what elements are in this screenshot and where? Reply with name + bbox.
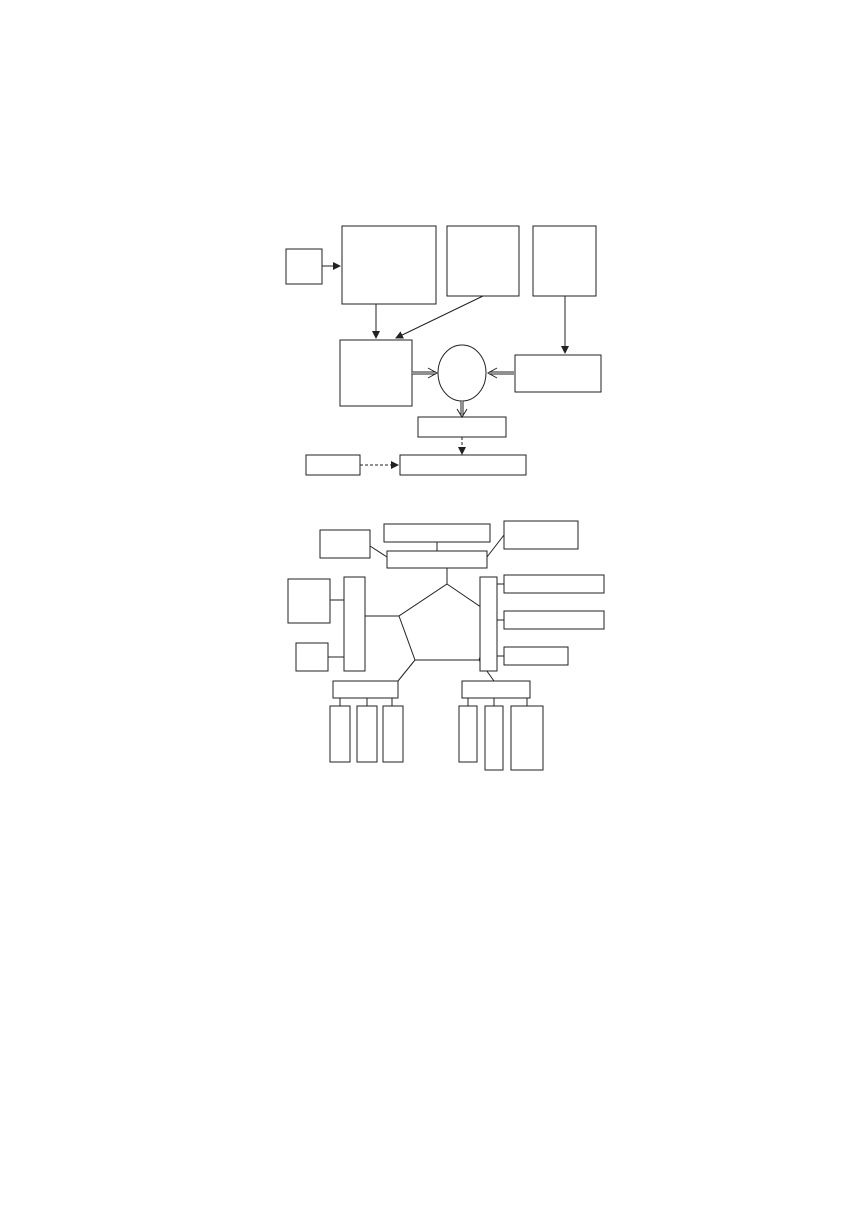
adjust-agri-box [504,611,604,629]
warm-period-box [400,455,526,475]
uv-box [515,355,601,392]
energy-saving-box [459,706,477,762]
afforestation-box [296,643,328,671]
forest-box [447,226,519,296]
greenhouse-oval [438,345,486,401]
co2-box [340,340,412,406]
natural-box [306,455,360,475]
countermeasure-diagram [280,515,610,775]
economic-box [357,706,377,762]
cause-diagram [280,220,610,480]
co2-fix-box [511,706,543,770]
reduce-deforestation-box [288,579,330,623]
control-emission-box [387,551,487,568]
human-cause-box [286,249,322,284]
new-crops-box [504,575,604,593]
natural-zone-chart [290,850,610,1005]
cfc-box [533,226,596,296]
energy-efficiency-box [384,524,490,542]
bio-energy-box [485,706,503,770]
policy-box [333,681,398,698]
increase-absorb-box [344,577,365,671]
tech-box [462,681,530,698]
factory-box [342,226,436,304]
public-box [383,706,403,762]
direct-box [330,706,350,762]
dikes-box [504,647,568,665]
energy-structure-box [320,530,370,558]
adapt-box [480,577,497,671]
control-methane-box [504,521,578,549]
warming-box [418,417,506,437]
